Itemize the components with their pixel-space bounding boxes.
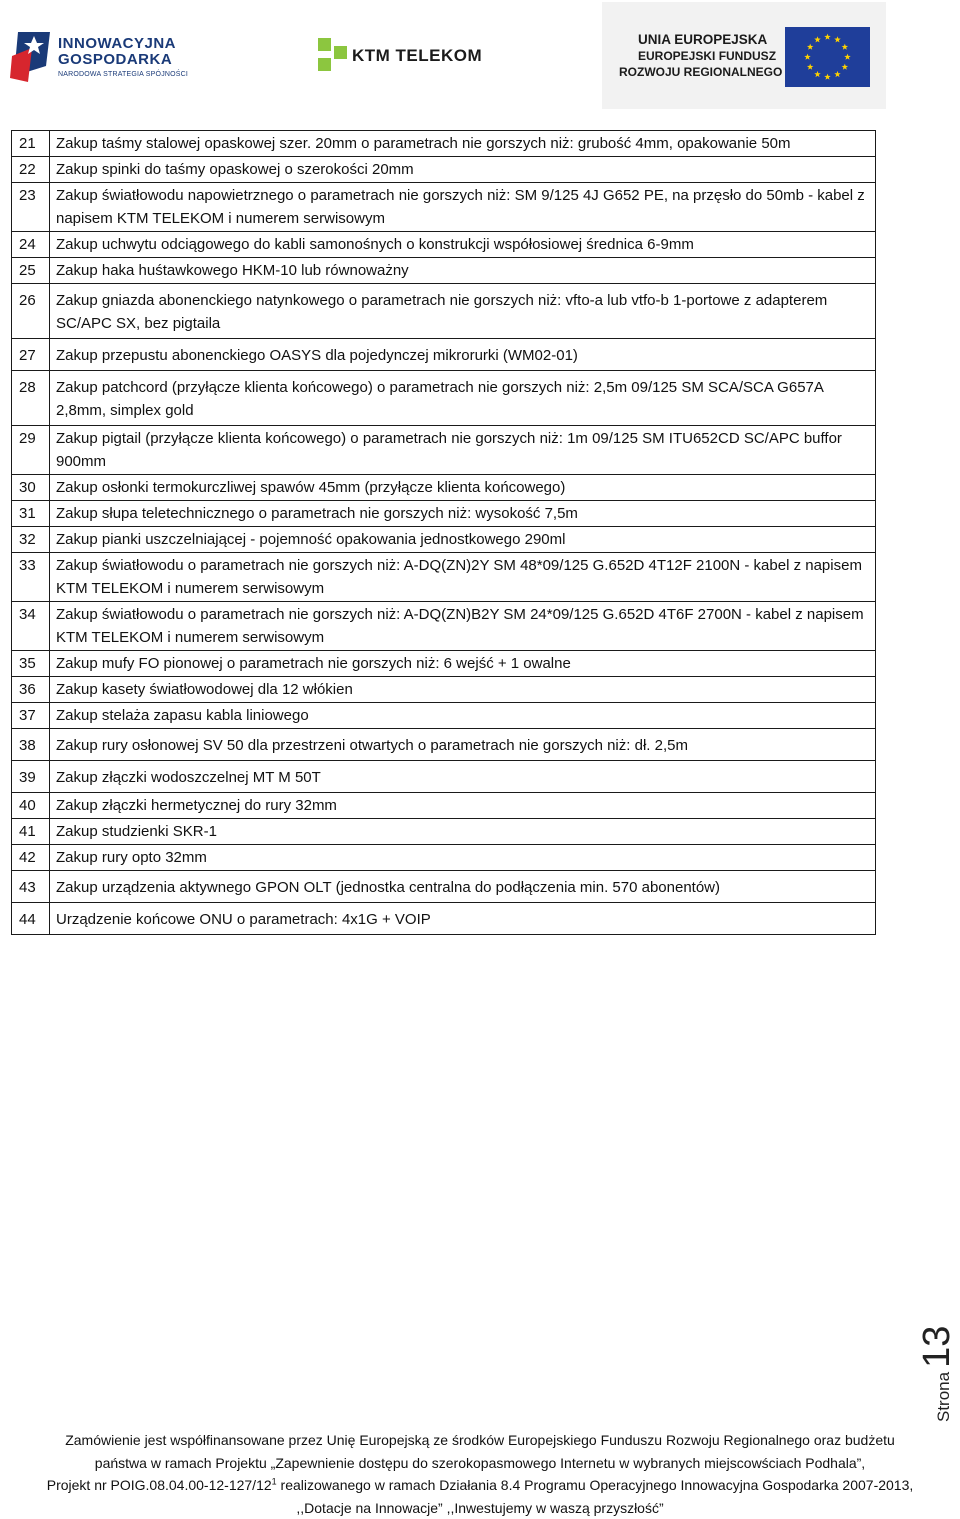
table-row [12, 371, 876, 426]
footer-line-3 [0, 1474, 960, 1497]
item-number: 44 [12, 903, 50, 935]
table-row [12, 793, 876, 819]
item-description: Zakup rury opto 32mm [50, 845, 876, 871]
item-number: 38 [12, 729, 50, 761]
item-number: 29 [12, 426, 50, 475]
page-number [912, 1290, 960, 1430]
table-row [12, 475, 876, 501]
footer [0, 1429, 960, 1519]
table-row [12, 703, 876, 729]
item-number: 36 [12, 677, 50, 703]
item-description: Zakup słupa teletechnicznego o parametrach nie gorszych niż: wysokość 7,5m [50, 501, 876, 527]
table-row [12, 284, 876, 339]
item-description: Zakup przepustu abonenckiego OASYS dla pojedynczej mikrorurki (WM02-01) [50, 339, 876, 371]
logo-ig-subtitle: NARODOWA STRATEGIA SPÓJNOŚCI [58, 71, 188, 78]
item-number: 37 [12, 703, 50, 729]
footer-line-2: państwa w ramach Projektu „Zapewnienie dostępu do szerokopasmowego Internetu w wybranych miejscowściach Podhala”, [0, 1452, 960, 1475]
logo-ig-line2: GOSPODARKA [58, 51, 172, 68]
item-description: Zakup osłonki termokurczliwej spawów 45mm (przyłącze klienta końcowego) [50, 475, 876, 501]
item-description: Zakup mufy FO pionowej o parametrach nie gorszych niż: 6 wejść + 1 owalne [50, 651, 876, 677]
table-row [12, 845, 876, 871]
item-number: 42 [12, 845, 50, 871]
item-number: 27 [12, 339, 50, 371]
item-description: Zakup patchcord (przyłącze klienta końcowego) o parametrach nie gorszych niż: 2,5m 09/125 SM SCA/SCA G657A 2,8mm, simplex gold [50, 371, 876, 426]
item-number: 40 [12, 793, 50, 819]
table-row [12, 871, 876, 903]
item-number: 25 [12, 258, 50, 284]
ktm-telekom-text: KTM TELEKOM [352, 46, 482, 66]
item-number: 26 [12, 284, 50, 339]
footer-line-3-rest: realizowanego w ramach Działania 8.4 Programu Operacyjnego Innowacyjna Gospodarka 2007-2013, [277, 1477, 914, 1493]
table-row [12, 527, 876, 553]
table-row [12, 903, 876, 935]
item-description: Zakup stelaża zapasu kabla liniowego [50, 703, 876, 729]
table-row [12, 602, 876, 651]
footer-line-3-project: Projekt nr POIG.08.04.00-12-127/12 [47, 1477, 272, 1493]
innowacyjna-gospodarka-logo [10, 26, 190, 86]
eu-logo-line3: ROZWOJU REGIONALNEGO [619, 65, 782, 79]
table-row [12, 553, 876, 602]
ktm-telekom-logo [318, 38, 498, 74]
footer-line-1: Zamówienie jest współfinansowane przez Unię Europejską ze środków Europejskiego Funduszu Rozwoju Regionalnego oraz budżetu [0, 1429, 960, 1452]
table-row [12, 677, 876, 703]
item-description: Zakup pigtail (przyłącze klienta końcowego) o parametrach nie gorszych niż: 1m 09/125 SM ITU652CD SC/APC buffor 900mm [50, 426, 876, 475]
item-number: 22 [12, 157, 50, 183]
ktm-telekom-cross-icon [318, 38, 348, 72]
eu-flag-icon [785, 27, 870, 87]
table-row [12, 183, 876, 232]
item-description: Zakup gniazda abonenckiego natynkowego o parametrach nie gorszych niż: vfto-a lub vtfo-b 1-portowe z adapterem SC/APC SX, bez pigtaila [50, 284, 876, 339]
item-number: 21 [12, 131, 50, 157]
table-row [12, 651, 876, 677]
item-number: 24 [12, 232, 50, 258]
item-number: 32 [12, 527, 50, 553]
item-description: Zakup światłowodu o parametrach nie gorszych niż: A-DQ(ZN)B2Y SM 24*09/125 G.652D 4T6F 2700N - kabel z napisem KTM TELEKOM i numerem serwisowym [50, 602, 876, 651]
table-row [12, 258, 876, 284]
innowacyjna-gospodarka-emblem-icon [10, 26, 54, 84]
unia-europejska-logo [602, 2, 886, 109]
page-number-value: 13 [916, 1326, 958, 1368]
table-row [12, 819, 876, 845]
items-table [11, 130, 876, 935]
table-row [12, 339, 876, 371]
footer-line-4: ,,Dotacje na Innowacje” ,,Inwestujemy w waszą przyszłość” [0, 1497, 960, 1519]
table-row [12, 157, 876, 183]
item-description: Zakup urządzenia aktywnego GPON OLT (jednostka centralna do podłączenia min. 570 abonentów) [50, 871, 876, 903]
table-row [12, 426, 876, 475]
item-number: 23 [12, 183, 50, 232]
item-description: Zakup światłowodu o parametrach nie gorszych niż: A-DQ(ZN)2Y SM 48*09/125 G.652D 4T12F 2100N - kabel z napisem KTM TELEKOM i numerem serwisowym [50, 553, 876, 602]
table-row [12, 232, 876, 258]
item-number: 34 [12, 602, 50, 651]
table-row [12, 729, 876, 761]
item-description: Zakup pianki uszczelniającej - pojemność opakowania jednostkowego 290ml [50, 527, 876, 553]
item-number: 35 [12, 651, 50, 677]
item-number: 30 [12, 475, 50, 501]
item-number: 39 [12, 761, 50, 793]
table-row [12, 761, 876, 793]
item-description: Zakup światłowodu napowietrznego o parametrach nie gorszych niż: SM 9/125 4J G652 PE, na przęsło do 50mb - kabel z napisem KTM TELEKOM i numerem serwisowym [50, 183, 876, 232]
table-row [12, 501, 876, 527]
item-description: Zakup taśmy stalowej opaskowej szer. 20mm o parametrach nie gorszych niż: grubość 4mm, opakowanie 50m [50, 131, 876, 157]
item-number: 33 [12, 553, 50, 602]
item-description: Zakup studzienki SKR-1 [50, 819, 876, 845]
page-label: Strona [934, 1372, 953, 1422]
item-number: 31 [12, 501, 50, 527]
item-number: 41 [12, 819, 50, 845]
table-row [12, 131, 876, 157]
item-description: Zakup uchwytu odciągowego do kabli samonośnych o konstrukcji współosiowej średnica 6-9mm [50, 232, 876, 258]
item-description: Zakup złączki hermetycznej do rury 32mm [50, 793, 876, 819]
footer-footnote-mark: 1 [272, 1476, 277, 1486]
logo-ig-line1: INNOWACYJNA [58, 35, 176, 52]
item-description: Zakup złączki wodoszczelnej MT M 50T [50, 761, 876, 793]
item-number: 28 [12, 371, 50, 426]
eu-logo-line2: EUROPEJSKI FUNDUSZ [638, 49, 776, 63]
item-description: Zakup haka huśtawkowego HKM-10 lub równoważny [50, 258, 876, 284]
item-description: Urządzenie końcowe ONU o parametrach: 4x1G + VOIP [50, 903, 876, 935]
item-number: 43 [12, 871, 50, 903]
item-description: Zakup kasety światłowodowej dla 12 włókien [50, 677, 876, 703]
eu-logo-line1: UNIA EUROPEJSKA [638, 32, 767, 47]
item-description: Zakup spinki do taśmy opaskowej o szerokości 20mm [50, 157, 876, 183]
item-description: Zakup rury osłonowej SV 50 dla przestrzeni otwartych o parametrach nie gorszych niż: dł. 2,5m [50, 729, 876, 761]
